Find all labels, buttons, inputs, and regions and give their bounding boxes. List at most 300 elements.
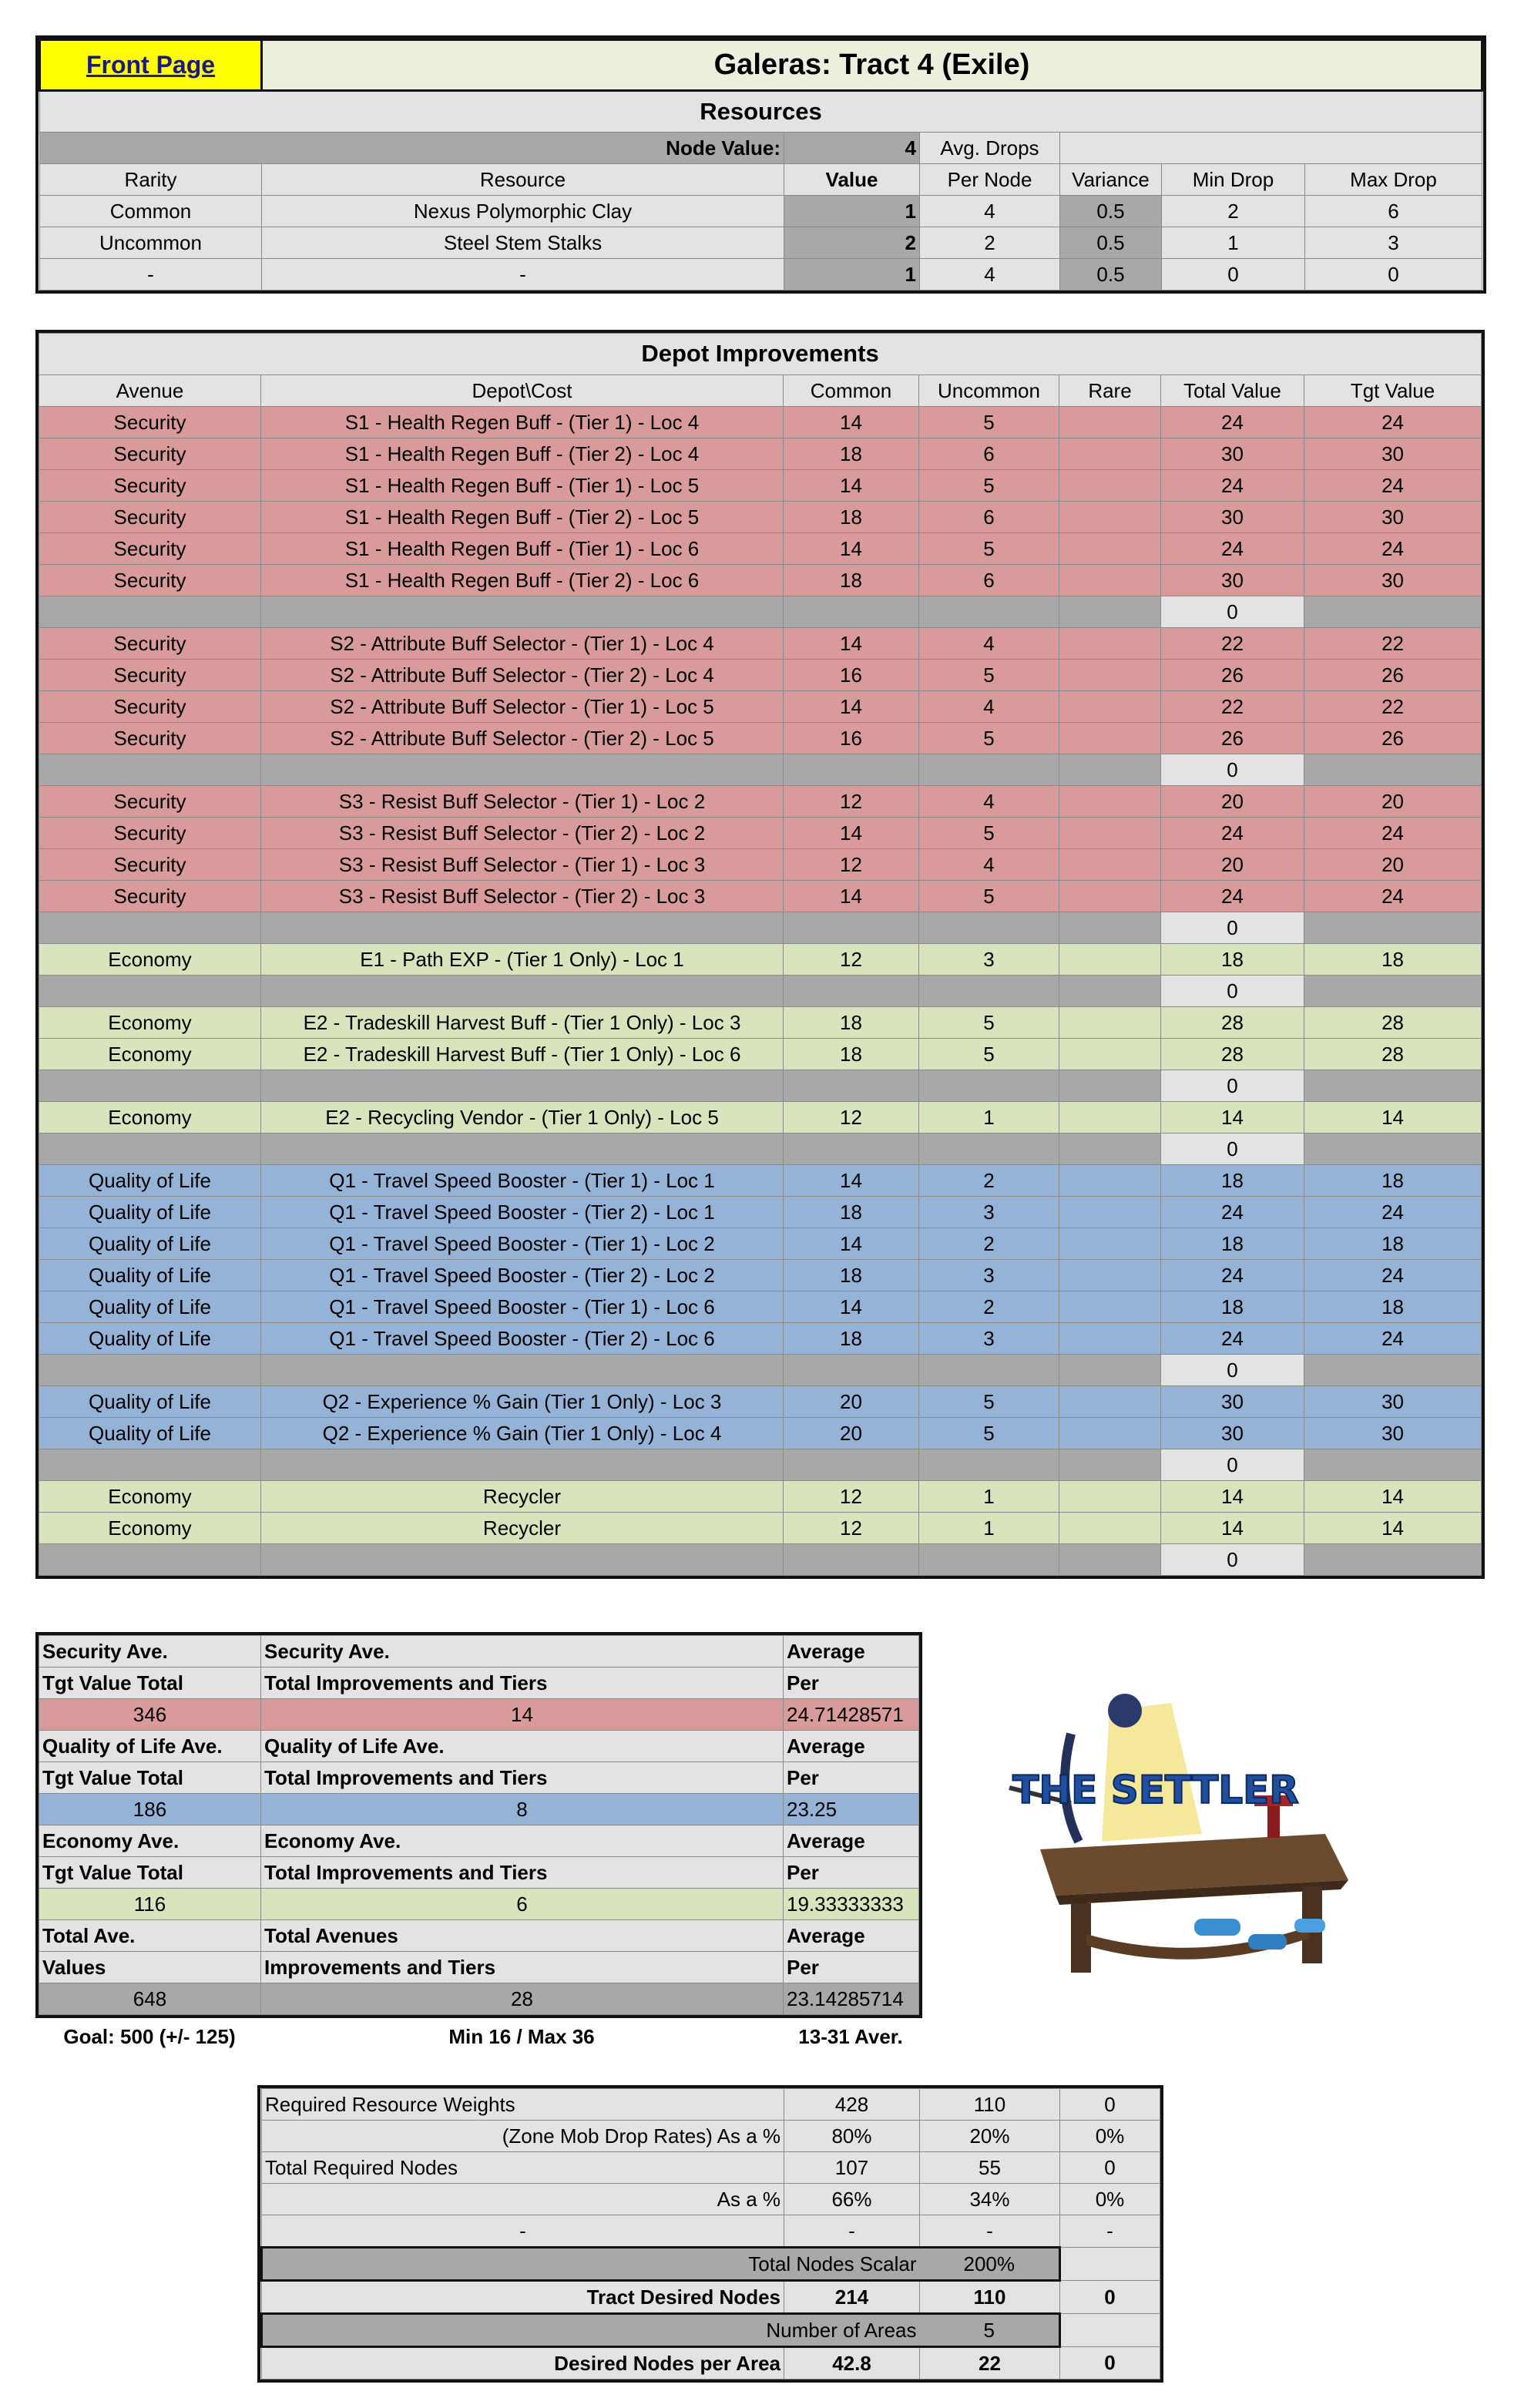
total-value-cell: 18 — [1161, 1228, 1304, 1260]
variance-cell: 0.5 — [1060, 259, 1162, 291]
front-page-link[interactable]: Front Page — [40, 40, 262, 91]
summary-a2: Tgt Value Total — [39, 1762, 261, 1794]
tgt-value-cell: 28 — [1304, 1007, 1482, 1039]
total-value-cell: 14 — [1161, 1513, 1304, 1544]
depot-cost-cell: S2 - Attribute Buff Selector - (Tier 1) - Loc 5 — [261, 691, 784, 723]
summary-a2: Tgt Value Total — [39, 1857, 261, 1889]
depot-cost-cell: S2 - Attribute Buff Selector - (Tier 2) - Loc 4 — [261, 660, 784, 691]
depot-title: Depot Improvements — [39, 334, 1482, 375]
common-cell: 14 — [784, 1228, 919, 1260]
col-total-value: Total Value — [1161, 375, 1304, 407]
tgt-value-cell: 24 — [1304, 1260, 1482, 1291]
depot-cost-cell: S1 - Health Regen Buff - (Tier 2) - Loc 4 — [261, 438, 784, 470]
weights-rare: 0 — [1060, 2089, 1160, 2121]
common-cell: 16 — [784, 723, 919, 754]
tgt-value-cell — [1304, 596, 1482, 628]
tgt-value-cell: 18 — [1304, 1165, 1482, 1197]
summary-average: 23.14285714 — [784, 1983, 919, 2015]
rare-cell — [1059, 502, 1161, 533]
summary-c2: Per — [784, 1952, 919, 1983]
depot-cost-cell: E2 - Recycling Vendor - (Tier 1 Only) - Loc 5 — [261, 1102, 784, 1133]
resources-title: Resources — [40, 91, 1482, 133]
avenue-cell — [39, 1544, 261, 1576]
summary-label-row — [39, 1731, 919, 1762]
table-row — [39, 1228, 1482, 1260]
avenue-cell: Economy — [39, 1102, 261, 1133]
depot-cost-cell: S3 - Resist Buff Selector - (Tier 2) - Loc 2 — [261, 818, 784, 849]
uncommon-cell: 5 — [919, 881, 1059, 912]
table-row — [39, 849, 1482, 881]
avenue-cell: Quality of Life — [39, 1197, 261, 1228]
goal-caption: Goal: 500 (+/- 125) — [63, 2025, 236, 2048]
avenue-cell: Security — [39, 565, 261, 596]
summary-a1: Total Ave. — [39, 1920, 261, 1952]
total-value-cell: 24 — [1161, 533, 1304, 565]
rare-cell — [1059, 1449, 1161, 1481]
separator-row — [39, 754, 1482, 786]
summary-value-row — [39, 1983, 919, 2015]
depot-cost-cell: E1 - Path EXP - (Tier 1 Only) - Loc 1 — [261, 944, 784, 976]
summary-total: 346 — [39, 1699, 261, 1731]
weights-rare: - — [1060, 2215, 1160, 2248]
weights-row — [262, 2215, 1160, 2248]
separator-row — [39, 1449, 1482, 1481]
common-cell — [784, 912, 919, 944]
total-value-cell: 26 — [1161, 723, 1304, 754]
total-value-cell: 24 — [1161, 470, 1304, 502]
tract-rare: 0 — [1060, 2281, 1160, 2314]
weights-rare: 0% — [1060, 2121, 1160, 2152]
common-cell — [784, 1355, 919, 1386]
tgt-value-cell: 24 — [1304, 1197, 1482, 1228]
tgt-value-cell — [1304, 1070, 1482, 1102]
tgt-value-cell: 22 — [1304, 691, 1482, 723]
summary-b1: Quality of Life Ave. — [261, 1731, 784, 1762]
summary-label-row — [39, 1857, 919, 1889]
common-cell: 20 — [784, 1386, 919, 1418]
tgt-value-cell: 30 — [1304, 502, 1482, 533]
total-value-cell: 28 — [1161, 1039, 1304, 1070]
avenue-cell: Quality of Life — [39, 1291, 261, 1323]
common-cell: 18 — [784, 1007, 919, 1039]
table-row — [39, 1260, 1482, 1291]
tgt-value-cell: 28 — [1304, 1039, 1482, 1070]
avenue-cell — [39, 912, 261, 944]
uncommon-cell — [919, 1355, 1059, 1386]
weights-row — [262, 2121, 1160, 2152]
common-cell: 20 — [784, 1418, 919, 1449]
table-row — [39, 1291, 1482, 1323]
summary-b2: Total Improvements and Tiers — [261, 1667, 784, 1699]
avenue-cell: Economy — [39, 1481, 261, 1513]
rare-cell — [1059, 628, 1161, 660]
depot-cost-cell: Q1 - Travel Speed Booster - (Tier 1) - Loc 1 — [261, 1165, 784, 1197]
avenue-cell: Economy — [39, 944, 261, 976]
depot-cost-cell: Q1 - Travel Speed Booster - (Tier 2) - Loc 2 — [261, 1260, 784, 1291]
weights-row — [262, 2152, 1160, 2184]
avenue-cell: Quality of Life — [39, 1260, 261, 1291]
rare-cell — [1059, 1513, 1161, 1544]
tgt-value-cell — [1304, 1544, 1482, 1576]
tgt-value-cell: 20 — [1304, 849, 1482, 881]
tract-uncommon: 110 — [920, 2281, 1060, 2314]
common-cell — [784, 754, 919, 786]
per-area-uncommon: 22 — [920, 2347, 1060, 2379]
uncommon-cell — [919, 1133, 1059, 1165]
common-cell: 14 — [784, 1291, 919, 1323]
total-value-cell: 0 — [1161, 1355, 1304, 1386]
total-value-cell: 30 — [1161, 1418, 1304, 1449]
rare-cell — [1059, 660, 1161, 691]
common-cell — [784, 1070, 919, 1102]
variance-cell: 0.5 — [1060, 227, 1162, 259]
col-value: Value — [784, 164, 920, 196]
rare-cell — [1059, 470, 1161, 502]
depot-cost-cell: S1 - Health Regen Buff - (Tier 2) - Loc 5 — [261, 502, 784, 533]
depot-cost-cell: S3 - Resist Buff Selector - (Tier 2) - Loc 3 — [261, 881, 784, 912]
col-rare: Rare — [1059, 375, 1161, 407]
common-cell: 16 — [784, 660, 919, 691]
resources-header-row — [40, 164, 1482, 196]
uncommon-cell: 6 — [919, 565, 1059, 596]
depot-cost-cell: Q2 - Experience % Gain (Tier 1 Only) - Loc 4 — [261, 1418, 784, 1449]
avenue-cell: Quality of Life — [39, 1228, 261, 1260]
weights-label: Required Resource Weights — [262, 2089, 784, 2121]
total-value-cell: 26 — [1161, 660, 1304, 691]
weights-row — [262, 2184, 1160, 2215]
depot-cost-cell: Q1 - Travel Speed Booster - (Tier 2) - Loc 6 — [261, 1323, 784, 1355]
rare-cell — [1059, 1197, 1161, 1228]
table-row — [39, 470, 1482, 502]
table-row — [39, 502, 1482, 533]
col-variance: Variance — [1060, 164, 1162, 196]
page-title: Galeras: Tract 4 (Exile) — [262, 40, 1482, 91]
rare-cell — [1059, 912, 1161, 944]
summary-total: 116 — [39, 1889, 261, 1920]
tgt-value-cell: 30 — [1304, 1386, 1482, 1418]
common-cell: 12 — [784, 786, 919, 818]
total-value-cell: 22 — [1161, 628, 1304, 660]
rare-cell — [1059, 1386, 1161, 1418]
weights-rare: 0% — [1060, 2184, 1160, 2215]
rare-cell — [1059, 1007, 1161, 1039]
areas-row — [262, 2314, 1160, 2347]
weights-common: 66% — [784, 2184, 920, 2215]
scalar-row — [262, 2248, 1160, 2281]
rare-cell — [1059, 596, 1161, 628]
rare-cell — [1059, 976, 1161, 1007]
rare-cell — [1059, 1039, 1161, 1070]
col-depot-cost: Depot\Cost — [261, 375, 784, 407]
tgt-value-cell: 24 — [1304, 881, 1482, 912]
table-row — [39, 1165, 1482, 1197]
uncommon-cell — [919, 1449, 1059, 1481]
uncommon-cell: 6 — [919, 502, 1059, 533]
uncommon-cell: 6 — [919, 438, 1059, 470]
summary-average: 24.71428571 — [784, 1699, 919, 1731]
uncommon-cell: 3 — [919, 944, 1059, 976]
col-uncommon: Uncommon — [919, 375, 1059, 407]
common-cell: 14 — [784, 691, 919, 723]
uncommon-cell: 1 — [919, 1102, 1059, 1133]
table-row — [39, 1323, 1482, 1355]
value-cell: 1 — [784, 259, 920, 291]
per-node-cell: 4 — [920, 196, 1060, 227]
the-settler-logo — [963, 1688, 1395, 1988]
max-drop-cell: 6 — [1305, 196, 1482, 227]
summary-b1: Security Ave. — [261, 1636, 784, 1667]
depot-cost-cell — [261, 1449, 784, 1481]
min-drop-cell: 1 — [1162, 227, 1305, 259]
tgt-value-cell: 18 — [1304, 1228, 1482, 1260]
separator-row — [39, 596, 1482, 628]
table-row — [39, 691, 1482, 723]
tgt-value-cell: 24 — [1304, 407, 1482, 438]
avenue-cell — [39, 754, 261, 786]
uncommon-cell: 4 — [919, 628, 1059, 660]
max-drop-cell: 0 — [1305, 259, 1482, 291]
total-value-cell: 30 — [1161, 1386, 1304, 1418]
summary-c1: Average — [784, 1825, 919, 1857]
summary-b1: Total Avenues — [261, 1920, 784, 1952]
summary-a1: Economy Ave. — [39, 1825, 261, 1857]
uncommon-cell: 5 — [919, 407, 1059, 438]
tgt-value-cell — [1304, 1449, 1482, 1481]
depot-cost-cell — [261, 754, 784, 786]
total-value-cell: 18 — [1161, 1291, 1304, 1323]
table-row — [39, 660, 1482, 691]
common-cell: 14 — [784, 407, 919, 438]
avenue-cell: Security — [39, 723, 261, 754]
resources-blank — [1060, 133, 1482, 164]
common-cell: 12 — [784, 1513, 919, 1544]
tgt-value-cell — [1304, 1133, 1482, 1165]
value-cell: 1 — [784, 196, 920, 227]
tgt-value-cell: 18 — [1304, 944, 1482, 976]
weights-table — [260, 2088, 1160, 2379]
avenue-cell: Security — [39, 881, 261, 912]
rarity-cell: Uncommon — [40, 227, 262, 259]
avenue-cell: Economy — [39, 1007, 261, 1039]
depot-cost-cell: S2 - Attribute Buff Selector - (Tier 2) - Loc 5 — [261, 723, 784, 754]
per-node-cell: 2 — [920, 227, 1060, 259]
weights-uncommon: - — [920, 2215, 1060, 2248]
summary-c1: Average — [784, 1731, 919, 1762]
tgt-value-cell: 30 — [1304, 1418, 1482, 1449]
common-cell: 14 — [784, 628, 919, 660]
avenue-cell: Security — [39, 818, 261, 849]
summary-c1: Average — [784, 1920, 919, 1952]
weights-common: 80% — [784, 2121, 920, 2152]
rare-cell — [1059, 818, 1161, 849]
rare-cell — [1059, 407, 1161, 438]
variance-cell: 0.5 — [1060, 196, 1162, 227]
tgt-value-cell: 24 — [1304, 818, 1482, 849]
rare-cell — [1059, 786, 1161, 818]
value-cell: 2 — [784, 227, 920, 259]
rarity-cell: Common — [40, 196, 262, 227]
rare-cell — [1059, 1165, 1161, 1197]
rare-cell — [1059, 533, 1161, 565]
summary-label-row — [39, 1636, 919, 1667]
rare-cell — [1059, 1355, 1161, 1386]
summary-label-row — [39, 1825, 919, 1857]
summary-label-row — [39, 1667, 919, 1699]
common-cell: 14 — [784, 470, 919, 502]
rare-cell — [1059, 1070, 1161, 1102]
uncommon-cell: 2 — [919, 1228, 1059, 1260]
total-value-cell: 24 — [1161, 881, 1304, 912]
depot-cost-cell: Recycler — [261, 1481, 784, 1513]
tgt-value-cell: 20 — [1304, 786, 1482, 818]
table-row — [39, 438, 1482, 470]
rare-cell — [1059, 1544, 1161, 1576]
uncommon-cell: 5 — [919, 1418, 1059, 1449]
uncommon-cell: 4 — [919, 849, 1059, 881]
common-cell: 12 — [784, 944, 919, 976]
table-row — [39, 1197, 1482, 1228]
tgt-value-cell: 26 — [1304, 723, 1482, 754]
weights-label: - — [262, 2215, 784, 2248]
total-value-cell: 24 — [1161, 818, 1304, 849]
rare-cell — [1059, 944, 1161, 976]
uncommon-cell — [919, 912, 1059, 944]
avenue-cell — [39, 1355, 261, 1386]
summary-total: 648 — [39, 1983, 261, 2015]
rare-cell — [1059, 438, 1161, 470]
summary-average: 19.33333333 — [784, 1889, 919, 1920]
summary-table — [39, 1635, 919, 2015]
avenue-cell — [39, 976, 261, 1007]
average-caption: 13-31 Aver. — [798, 2025, 903, 2048]
common-cell: 18 — [784, 1260, 919, 1291]
common-cell: 18 — [784, 1039, 919, 1070]
rare-cell — [1059, 1133, 1161, 1165]
summary-c2: Per — [784, 1857, 919, 1889]
rare-cell — [1059, 1228, 1161, 1260]
common-cell: 18 — [784, 1323, 919, 1355]
weights-uncommon: 110 — [920, 2089, 1060, 2121]
avenue-cell: Security — [39, 628, 261, 660]
summary-count: 6 — [261, 1889, 784, 1920]
depot-cost-cell: E2 - Tradeskill Harvest Buff - (Tier 1 Only) - Loc 3 — [261, 1007, 784, 1039]
total-value-cell: 24 — [1161, 1197, 1304, 1228]
tgt-value-cell — [1304, 754, 1482, 786]
summary-count: 8 — [261, 1794, 784, 1825]
summary-a1: Quality of Life Ave. — [39, 1731, 261, 1762]
node-value-label: Node Value: — [40, 133, 784, 164]
avenue-cell: Security — [39, 438, 261, 470]
scalar-label: Total Nodes Scalar — [262, 2248, 920, 2281]
uncommon-cell: 1 — [919, 1481, 1059, 1513]
tgt-value-cell: 18 — [1304, 1291, 1482, 1323]
common-cell: 18 — [784, 1197, 919, 1228]
avenue-cell — [39, 596, 261, 628]
depot-cost-cell: Recycler — [261, 1513, 784, 1544]
rare-cell — [1059, 1102, 1161, 1133]
table-row — [39, 1418, 1482, 1449]
weights-uncommon: 34% — [920, 2184, 1060, 2215]
summary-a2: Tgt Value Total — [39, 1667, 261, 1699]
summary-average: 23.25 — [784, 1794, 919, 1825]
summary-label-row — [39, 1952, 919, 1983]
tract-row — [262, 2281, 1160, 2314]
avenue-cell — [39, 1449, 261, 1481]
separator-row — [39, 976, 1482, 1007]
table-row — [39, 565, 1482, 596]
common-cell: 12 — [784, 1481, 919, 1513]
uncommon-cell: 3 — [919, 1197, 1059, 1228]
common-cell: 18 — [784, 502, 919, 533]
resource-row — [40, 227, 1482, 259]
summary-b2: Total Improvements and Tiers — [261, 1762, 784, 1794]
total-value-cell: 24 — [1161, 1323, 1304, 1355]
table-row — [39, 533, 1482, 565]
resource-cell: - — [262, 259, 784, 291]
uncommon-cell: 2 — [919, 1165, 1059, 1197]
total-value-cell: 24 — [1161, 407, 1304, 438]
rare-cell — [1059, 1323, 1161, 1355]
tgt-value-cell — [1304, 912, 1482, 944]
summary-label-row — [39, 1920, 919, 1952]
tgt-value-cell: 26 — [1304, 660, 1482, 691]
total-value-cell: 18 — [1161, 1165, 1304, 1197]
table-row — [39, 1386, 1482, 1418]
resource-cell: Steel Stem Stalks — [262, 227, 784, 259]
uncommon-cell — [919, 976, 1059, 1007]
col-rarity: Rarity — [40, 164, 262, 196]
depot-cost-cell: S1 - Health Regen Buff - (Tier 1) - Loc 5 — [261, 470, 784, 502]
resource-row — [40, 196, 1482, 227]
common-cell: 14 — [784, 818, 919, 849]
avenue-cell: Security — [39, 502, 261, 533]
max-drop-cell: 3 — [1305, 227, 1482, 259]
weights-uncommon: 55 — [920, 2152, 1060, 2184]
summary-value-row — [39, 1699, 919, 1731]
uncommon-cell — [919, 596, 1059, 628]
depot-cost-cell: Q2 - Experience % Gain (Tier 1 Only) - Loc 3 — [261, 1386, 784, 1418]
avenue-cell — [39, 1070, 261, 1102]
areas-blank — [1060, 2314, 1160, 2347]
depot-cost-cell — [261, 1544, 784, 1576]
tgt-value-cell: 14 — [1304, 1102, 1482, 1133]
tgt-value-cell: 30 — [1304, 438, 1482, 470]
rare-cell — [1059, 1481, 1161, 1513]
common-cell — [784, 596, 919, 628]
avenue-cell: Security — [39, 849, 261, 881]
depot-header-row — [39, 375, 1482, 407]
summary-total: 186 — [39, 1794, 261, 1825]
weights-label: As a % — [262, 2184, 784, 2215]
avg-drops-label: Avg. Drops — [920, 133, 1060, 164]
rare-cell — [1059, 754, 1161, 786]
summary-c2: Per — [784, 1762, 919, 1794]
col-per-node: Per Node — [920, 164, 1060, 196]
table-row — [39, 944, 1482, 976]
tgt-value-cell — [1304, 1355, 1482, 1386]
total-value-cell: 0 — [1161, 1133, 1304, 1165]
uncommon-cell: 5 — [919, 470, 1059, 502]
areas-value: 5 — [920, 2314, 1060, 2347]
common-cell: 14 — [784, 881, 919, 912]
total-value-cell: 0 — [1161, 754, 1304, 786]
uncommon-cell: 5 — [919, 1386, 1059, 1418]
tgt-value-cell: 30 — [1304, 565, 1482, 596]
areas-label: Number of Areas — [262, 2314, 920, 2347]
per-area-row — [262, 2347, 1160, 2379]
uncommon-cell — [919, 1544, 1059, 1576]
uncommon-cell: 5 — [919, 660, 1059, 691]
